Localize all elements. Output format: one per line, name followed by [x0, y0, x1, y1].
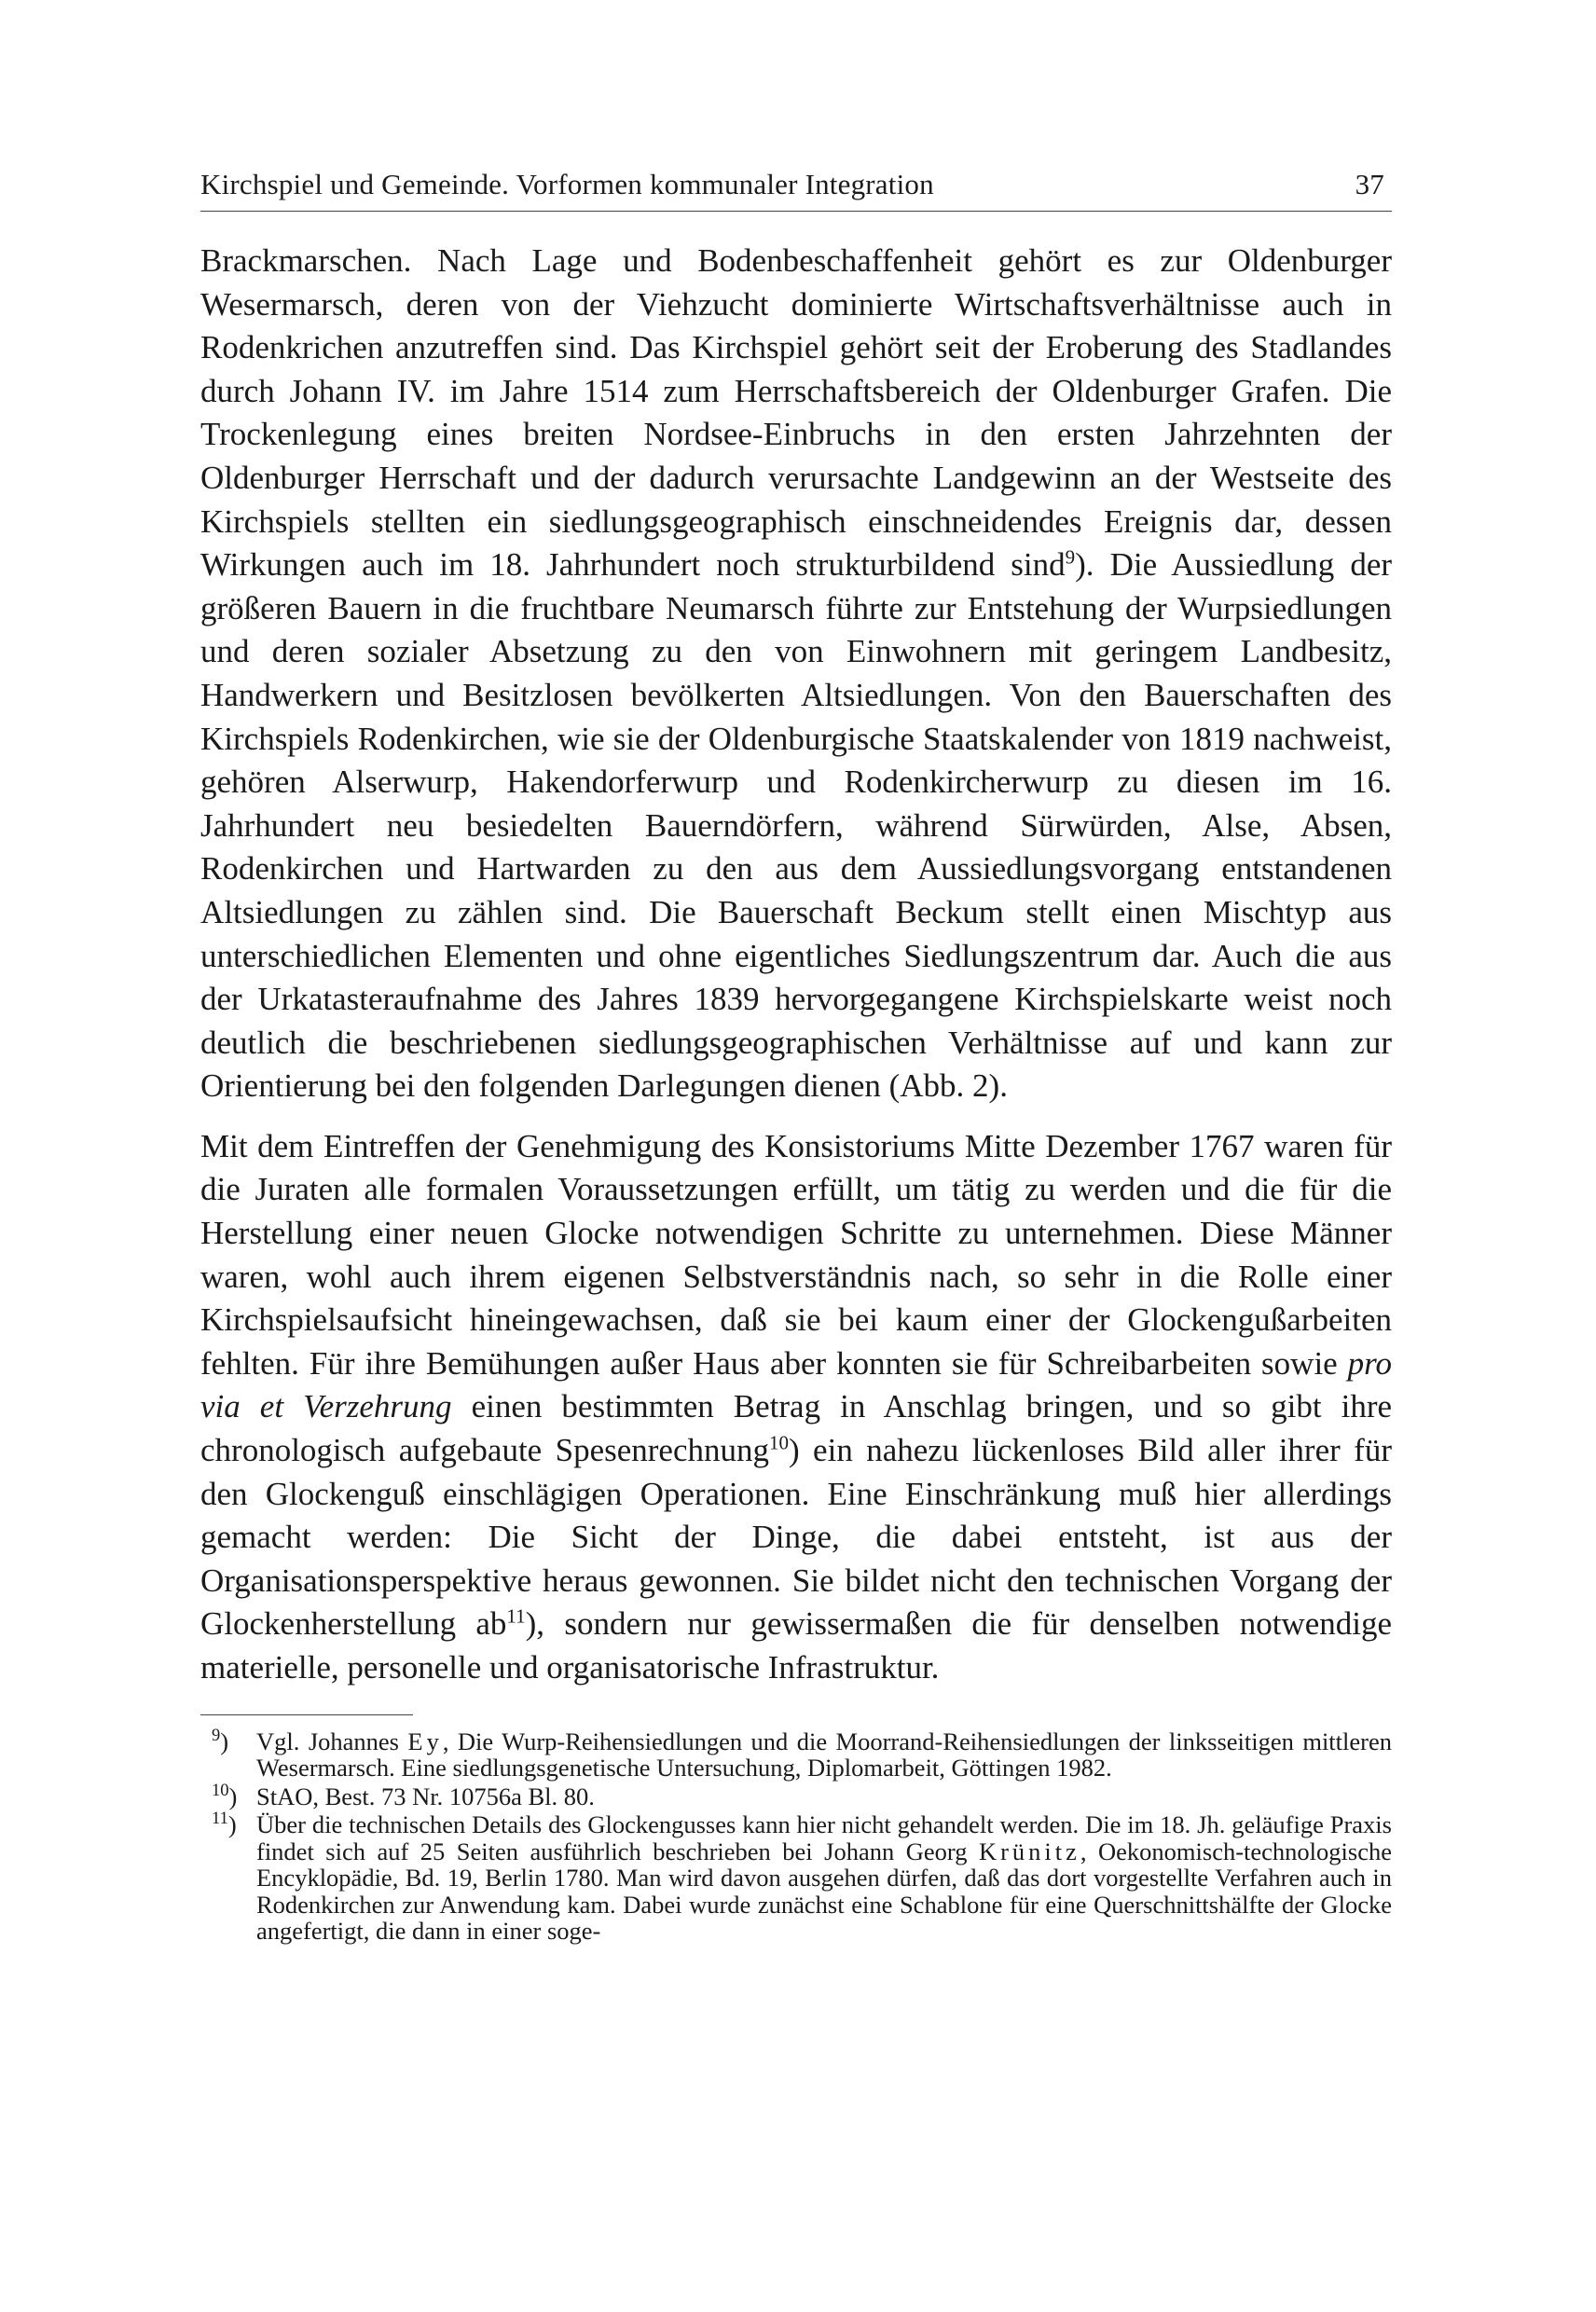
footnote-text: StAO, Best. 73 Nr. 10756a Bl. 80.: [256, 1782, 595, 1810]
footnote-10: [200, 1780, 1392, 1810]
page-number: 37: [1355, 168, 1384, 200]
paragraph-2: [200, 1125, 1392, 1690]
paragraph-2-text-a: Mit dem Eintreffen der Genehmigung des Konsistoriums Mitte Dezember 1767 waren für die Juraten alle formalen Voraussetzungen erfüllt, um tätig zu werden und die für die Herstellung einer neuen Glocke notwendigen Schritte zu unternehmen. Diese Männer waren, wohl auch ihrem eigenen Selbstverständnis nach, so sehr in die Rolle einer Kirchspielsaufsicht hineingewachsen, daß sie bei kaum einer der Glockengußarbeiten fehlten. Für ihre Bemühungen außer Haus aber konnten sie für Schreibarbeiten sowie: [200, 1127, 1392, 1382]
paragraph-1-text-a: Brackmarschen. Nach Lage und Bodenbeschaffenheit gehört es zur Oldenburger Wesermarsch, deren von der Viehzucht dominierte Wirtschaftsverhältnisse auch in Rodenkrichen anzutreffen sind. Das Kirchspiel gehört seit der Eroberung des Stadlandes durch Johann IV. im Jahre 1514 zum Herrschaftsbereich der Oldenburger Grafen. Die Trockenlegung eines breiten Nordsee-Einbruchs in den ersten Jahrzehnten der Oldenburger Herrschaft und der dadurch verursachte Landgewinn an der Westseite des Kirchspiels stellten ein siedlungsgeographisch einschneidendes Ereignis dar, dessen Wirkungen auch im 18. Jahrhundert noch strukturbildend sind: [200, 242, 1392, 584]
running-head-title: Kirchspiel und Gemeinde. Vorformen kommunaler Integration: [200, 168, 934, 200]
footnote-ref-10: 10: [769, 1431, 789, 1454]
body-text: [200, 240, 1392, 1690]
footnote-divider: [200, 1714, 413, 1715]
author-name-spaced: Ey: [407, 1727, 443, 1755]
footnote-marker: $^{11}$): [212, 1809, 237, 1839]
running-head: [200, 168, 1392, 212]
paragraph-2-text-c: ) ein nahezu lückenloses Bild aller ihrer für den Glockenguß einschlägigen Operationen. Eine Einschränkung muß hier allerdings gemacht werden: Die Sicht der Dinge, die dabei entsteht, ist aus der Organisationsperspektive heraus gewonnen. Sie bildet nicht den technischen Vorgang der Glockenherstellung ab: [200, 1432, 1392, 1643]
footnote-marker: $^{10}$): [212, 1780, 238, 1810]
footnote-text: Vgl. Johannes Ey, Die Wurp-Reihensiedlungen und die Moorrand-Reihensiedlungen der linksseitigen mittleren Wesermarsch. Eine siedlungsgenetische Untersuchung, Diplomarbeit, Göttingen 1982.: [256, 1727, 1392, 1782]
footnote-marker: $^9$): [212, 1725, 229, 1755]
footnote-11: [200, 1811, 1392, 1945]
footnotes: [200, 1725, 1392, 1946]
paragraph-2-text-d: ), sondern nur gewissermaßen die für denselben notwendige materielle, personelle und organisatorische Infrastruktur.: [200, 1605, 1392, 1686]
paragraph-2-text-b: einen bestimmten Betrag in Anschlag bringen, und so gibt ihre chronologisch aufgebaute Spesenrechnung: [200, 1388, 1393, 1469]
footnote-9: [200, 1725, 1392, 1782]
author-name-spaced: Krünitz: [978, 1837, 1080, 1865]
footnote-ref-9: 9: [1065, 545, 1076, 569]
footnote-ref-11: 11: [506, 1604, 526, 1628]
paragraph-1: [200, 240, 1392, 1108]
paragraph-1-text-b: ). Die Aussiedlung der größeren Bauern in die fruchtbare Neumarsch führte zur Entstehung der Wurpsiedlungen und deren sozialer Absetzung zu den von Einwohnern mit geringem Landbesitz, Handwerkern und Besitzlosen bevölkerten Altsiedlungen. Von den Bauerschaften des Kirchspiels Rodenkirchen, wie sie der Oldenburgische Staatskalender von 1819 nachweist, gehören Alserwurp, Hakendorferwurp und Rodenkircherwurp zu diesen im 16. Jahrhundert neu besiedelten Bauerndörfern, während Sürwürden, Alse, Absen, Rodenkirchen und Hartwarden zu den aus dem Aussiedlungsvorgang entstandenen Altsiedlungen zu zählen sind. Die Bauerschaft Beckum stellt einen Mischtyp aus unterschiedlichen Elementen und ohne eigentliches Siedlungszentrum dar. Auch die aus der Urkatasteraufnahme des Jahres 1839 hervorgegangene Kirchspielskarte weist noch deutlich die beschriebenen siedlungsgeographischen Verhältnisse auf und kann zur Orientierung bei den folgenden Darlegungen dienen (Abb. 2).: [200, 546, 1393, 1105]
book-page: [200, 168, 1392, 1947]
paragraph-2-italic-phrase: pro via et Verzehrung: [200, 1344, 1392, 1425]
footnote-text: Über die technischen Details des Glockengusses kann hier nicht gehandelt werden. Die im 18. Jh. geläufige Praxis findet sich auf 25 Seiten ausführlich beschrieben bei Johann Georg Krünitz, Oekonomisch-technologische Encyklopädie, Bd. 19, Berlin 1780. Man wird davon ausgehen dürfen, daß das dort vorgestellte Verfahren auch in Rodenkirchen zur Anwendung kam. Dabei wurde zunächst eine Schablone für eine Querschnittshälfte der Glocke angefertigt, die dann in einer soge-: [256, 1810, 1392, 1946]
